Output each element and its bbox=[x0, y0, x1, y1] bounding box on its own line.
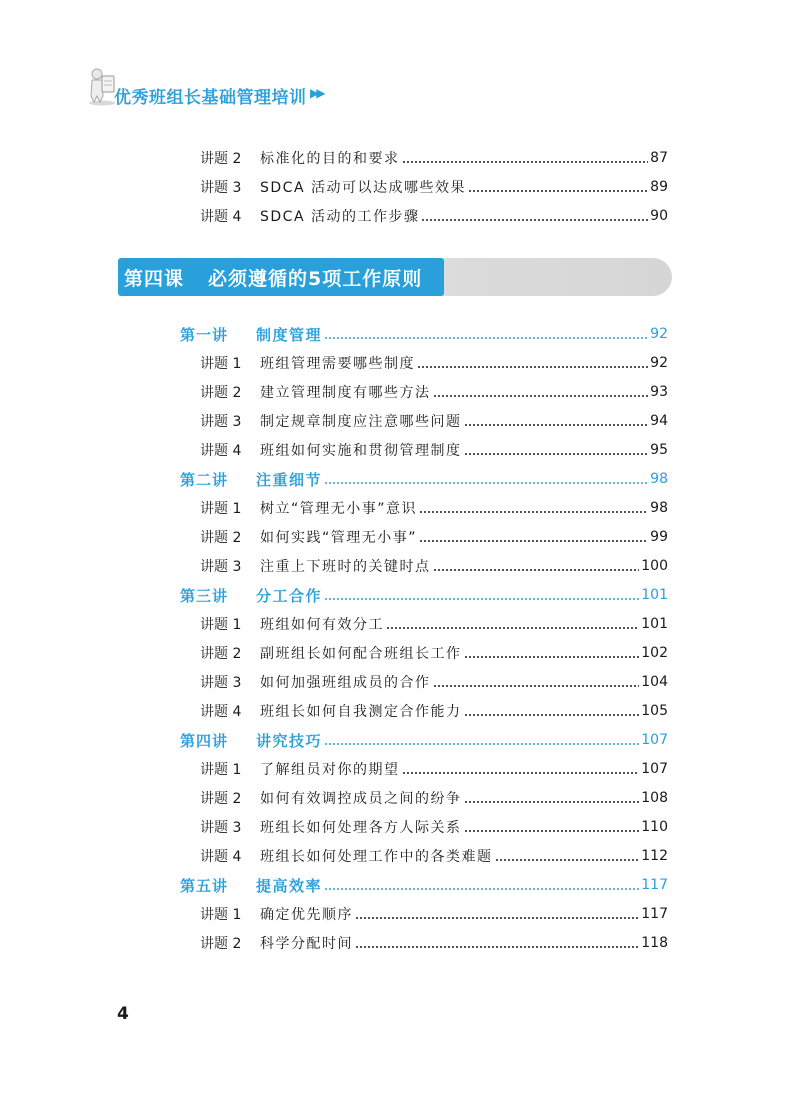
toc-topic-entry[interactable] bbox=[200, 438, 668, 462]
toc-topic-entry[interactable] bbox=[200, 351, 668, 375]
entry-number: 讲题 3 bbox=[200, 414, 242, 430]
dot-leader bbox=[468, 190, 648, 192]
entry-number: 第二讲 bbox=[180, 470, 229, 489]
entry-page-number: 93 bbox=[650, 384, 668, 400]
entry-page-number: 92 bbox=[650, 326, 668, 342]
entry-title: 班组如何有效分工 bbox=[260, 617, 384, 633]
entry-page-number: 102 bbox=[641, 645, 668, 661]
dot-leader bbox=[386, 627, 639, 629]
entry-number: 讲题 2 bbox=[200, 936, 242, 952]
header-title: 优秀班组长基础管理培训 bbox=[114, 88, 307, 108]
entry-page-number: 104 bbox=[641, 674, 668, 690]
toc-topic-entry[interactable] bbox=[200, 641, 668, 665]
entry-number: 第四讲 bbox=[180, 731, 229, 750]
entry-number: 讲题 4 bbox=[200, 704, 242, 720]
entry-title: 树立“管理无小事”意识 bbox=[260, 501, 418, 517]
dot-leader bbox=[419, 540, 648, 542]
toc-lecture-entry[interactable] bbox=[180, 467, 668, 491]
entry-page-number: 118 bbox=[641, 935, 668, 951]
entry-number: 讲题 2 bbox=[200, 151, 242, 167]
dot-leader bbox=[324, 337, 648, 339]
entry-title: 注重细节 bbox=[256, 470, 323, 489]
lesson-heading-bar bbox=[118, 258, 672, 296]
entry-number: 讲题 2 bbox=[200, 791, 242, 807]
dot-leader bbox=[464, 830, 640, 832]
dot-leader bbox=[464, 424, 649, 426]
entry-title: 制度管理 bbox=[256, 325, 323, 344]
toc-lecture-entry[interactable] bbox=[180, 322, 668, 346]
dot-leader bbox=[324, 482, 648, 484]
dot-leader bbox=[464, 714, 640, 716]
entry-title: 注重上下班时的关键时点 bbox=[260, 559, 431, 575]
entry-title: SDCA 活动可以达成哪些效果 bbox=[260, 180, 466, 196]
entry-title: 提高效率 bbox=[256, 876, 323, 895]
entry-page-number: 98 bbox=[650, 471, 668, 487]
entry-page-number: 98 bbox=[650, 500, 668, 516]
entry-title: 如何实践“管理无小事” bbox=[260, 530, 418, 546]
lesson-number: 第四课 bbox=[124, 267, 185, 290]
dot-leader bbox=[402, 772, 640, 774]
running-header bbox=[84, 62, 384, 112]
entry-title: 科学分配时间 bbox=[260, 936, 353, 952]
toc-topic-entry[interactable] bbox=[200, 175, 668, 199]
dot-leader bbox=[417, 366, 648, 368]
entry-number: 讲题 1 bbox=[200, 617, 242, 633]
entry-page-number: 107 bbox=[641, 732, 668, 748]
entry-number: 第五讲 bbox=[180, 876, 229, 895]
toc-topic-entry[interactable] bbox=[200, 146, 668, 170]
entry-page-number: 99 bbox=[650, 529, 668, 545]
entry-title: 讲究技巧 bbox=[256, 731, 323, 750]
entry-title: 了解组员对你的期望 bbox=[260, 762, 400, 778]
entry-number: 第一讲 bbox=[180, 325, 229, 344]
entry-title: 班组长如何自我测定合作能力 bbox=[260, 704, 462, 720]
dot-leader bbox=[324, 743, 639, 745]
entry-number: 讲题 2 bbox=[200, 385, 242, 401]
dot-leader bbox=[355, 917, 639, 919]
toc-lecture-entry[interactable] bbox=[180, 728, 668, 752]
dot-leader bbox=[324, 888, 639, 890]
entry-number: 讲题 1 bbox=[200, 501, 242, 517]
entry-number: 讲题 4 bbox=[200, 209, 242, 225]
toc-topic-entry[interactable] bbox=[200, 931, 668, 955]
entry-page-number: 87 bbox=[650, 150, 668, 166]
entry-page-number: 100 bbox=[641, 558, 668, 574]
entry-number: 讲题 3 bbox=[200, 675, 242, 691]
entry-page-number: 92 bbox=[650, 355, 668, 371]
toc-topic-entry[interactable] bbox=[200, 786, 668, 810]
entry-title: 分工合作 bbox=[256, 586, 323, 605]
entry-number: 讲题 3 bbox=[200, 559, 242, 575]
entry-title: 建立管理制度有哪些方法 bbox=[260, 385, 431, 401]
entry-page-number: 95 bbox=[650, 442, 668, 458]
dot-leader bbox=[433, 395, 649, 397]
dot-leader bbox=[419, 511, 648, 513]
entry-page-number: 107 bbox=[641, 761, 668, 777]
toc-topic-entry[interactable] bbox=[200, 409, 668, 433]
toc-lecture-entry[interactable] bbox=[180, 583, 668, 607]
entry-page-number: 105 bbox=[641, 703, 668, 719]
toc-topic-entry[interactable] bbox=[200, 525, 668, 549]
entry-number: 讲题 2 bbox=[200, 646, 242, 662]
entry-number: 讲题 4 bbox=[200, 849, 242, 865]
entry-page-number: 101 bbox=[641, 616, 668, 632]
entry-title: 制定规章制度应注意哪些问题 bbox=[260, 414, 462, 430]
entry-title: 班组长如何处理各方人际关系 bbox=[260, 820, 462, 836]
lesson-heading bbox=[118, 258, 444, 296]
lesson-title: 必须遵循的5项工作原则 bbox=[208, 267, 423, 290]
double-chevron-right-icon: ▶▶ bbox=[310, 86, 323, 100]
dot-leader bbox=[433, 569, 640, 571]
dot-leader bbox=[464, 453, 649, 455]
dot-leader bbox=[421, 219, 648, 221]
entry-title: 副班组长如何配合班组长工作 bbox=[260, 646, 462, 662]
page-number: 4 bbox=[117, 1004, 129, 1024]
entry-title: SDCA 活动的工作步骤 bbox=[260, 209, 420, 225]
entry-number: 第三讲 bbox=[180, 586, 229, 605]
entry-number: 讲题 3 bbox=[200, 820, 242, 836]
entry-number: 讲题 3 bbox=[200, 180, 242, 196]
toc-topic-entry[interactable] bbox=[200, 380, 668, 404]
entry-page-number: 90 bbox=[650, 208, 668, 224]
entry-number: 讲题 4 bbox=[200, 443, 242, 459]
entry-page-number: 101 bbox=[641, 587, 668, 603]
dot-leader bbox=[355, 946, 639, 948]
dot-leader bbox=[464, 656, 640, 658]
entry-title: 确定优先顺序 bbox=[260, 907, 353, 923]
entry-page-number: 94 bbox=[650, 413, 668, 429]
toc-topic-entry[interactable] bbox=[200, 204, 668, 228]
entry-title: 如何有效调控成员之间的纷争 bbox=[260, 791, 462, 807]
dot-leader bbox=[495, 859, 640, 861]
toc-topic-entry[interactable] bbox=[200, 902, 668, 926]
toc-topic-entry[interactable] bbox=[200, 554, 668, 578]
dot-leader bbox=[324, 598, 639, 600]
entry-page-number: 117 bbox=[641, 877, 668, 893]
entry-title: 标准化的目的和要求 bbox=[260, 151, 400, 167]
toc-topic-entry[interactable] bbox=[200, 612, 668, 636]
entry-title: 如何加强班组成员的合作 bbox=[260, 675, 431, 691]
dot-leader bbox=[433, 685, 640, 687]
entry-title: 班组长如何处理工作中的各类难题 bbox=[260, 849, 493, 865]
entry-page-number: 117 bbox=[641, 906, 668, 922]
entry-number: 讲题 1 bbox=[200, 356, 242, 372]
toc-topic-entry[interactable] bbox=[200, 815, 668, 839]
entry-title: 班组管理需要哪些制度 bbox=[260, 356, 415, 372]
toc-topic-entry[interactable] bbox=[200, 670, 668, 694]
dot-leader bbox=[402, 161, 649, 163]
toc-topic-entry[interactable] bbox=[200, 699, 668, 723]
entry-title: 班组如何实施和贯彻管理制度 bbox=[260, 443, 462, 459]
entry-number: 讲题 1 bbox=[200, 762, 242, 778]
entry-page-number: 108 bbox=[641, 790, 668, 806]
toc-topic-entry[interactable] bbox=[200, 757, 668, 781]
entry-page-number: 110 bbox=[641, 819, 668, 835]
entry-number: 讲题 1 bbox=[200, 907, 242, 923]
entry-page-number: 112 bbox=[641, 848, 668, 864]
entry-number: 讲题 2 bbox=[200, 530, 242, 546]
toc-topic-entry[interactable] bbox=[200, 844, 668, 868]
toc-topic-entry[interactable] bbox=[200, 496, 668, 520]
dot-leader bbox=[464, 801, 640, 803]
entry-page-number: 89 bbox=[650, 179, 668, 195]
toc-lecture-entry[interactable] bbox=[180, 873, 668, 897]
